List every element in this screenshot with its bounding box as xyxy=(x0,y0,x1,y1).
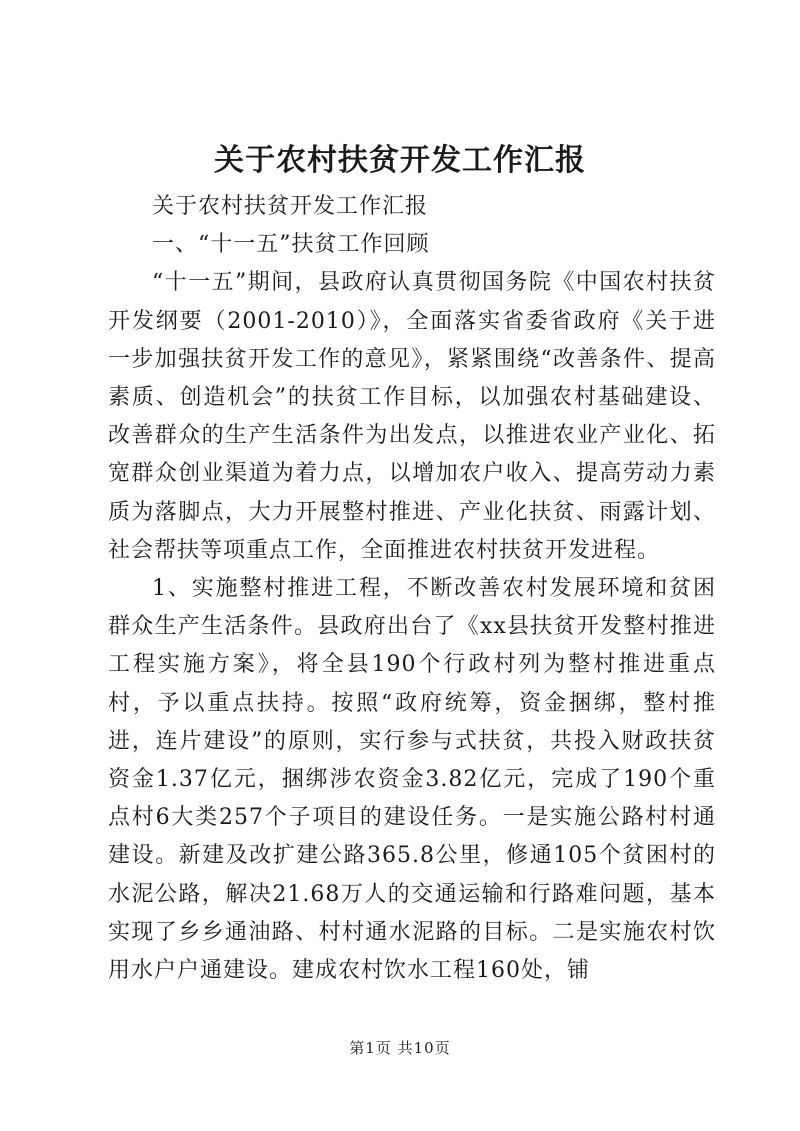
document-body xyxy=(108,188,716,990)
document-title: 关于农村扶贫开发工作汇报 xyxy=(214,143,586,178)
subtitle-paragraph: 关于农村扶贫开发工作汇报 xyxy=(152,194,429,219)
section-heading: 一、“十一五”扶贫工作回顾 xyxy=(152,232,430,258)
page-footer: 第1页 共10页 xyxy=(349,1039,451,1057)
body-paragraph: “十一五”期间，县政府认真贯彻国务院《中国农村扶贫开发纲要（2001-2010）》，全面落实省委省政府《关于进一步加强扶贫开发工作的意见》，紧紧围绕“改善条件、提高素质、创造机会”的扶贫工作目标，以加强农村基础建设、改善群众的生产生活条件为出发点，以推进农业产业化、拓宽群众创业渠道为着力点，以增加农户收入、提高劳动力素质为落脚点，大力开展整村推进、产业化扶贫、雨露计划、社会帮扶等项重点工作，全面推进农村扶贫开发进程。 xyxy=(108,270,716,563)
body-paragraph: 1、实施整村推进工程，不断改善农村发展环境和贫困群众生产生活条件。县政府出台了《xx县扶贫开发整村推进工程实施方案》，将全县190个行政村列为整村推进重点村，予以重点扶持。按照“政府统筹，资金捆绑，整村推进，连片建设”的原则，实行参与式扶贫，共投入财政扶贫资金1.37亿元，捆绑涉农资金3.82亿元，完成了190个重点村6大类257个子项目的建设任务。一是实施公路村村通建设。新建及改扩建公路365.8公里，修通105个贫困村的水泥公路，解决21.68万人的交通运输和行路难问题，基本实现了乡乡通油路、村村通水泥路的目标。二是实施农村饮用水户户通建设。建成农村饮水工程160处，铺 xyxy=(108,576,716,984)
